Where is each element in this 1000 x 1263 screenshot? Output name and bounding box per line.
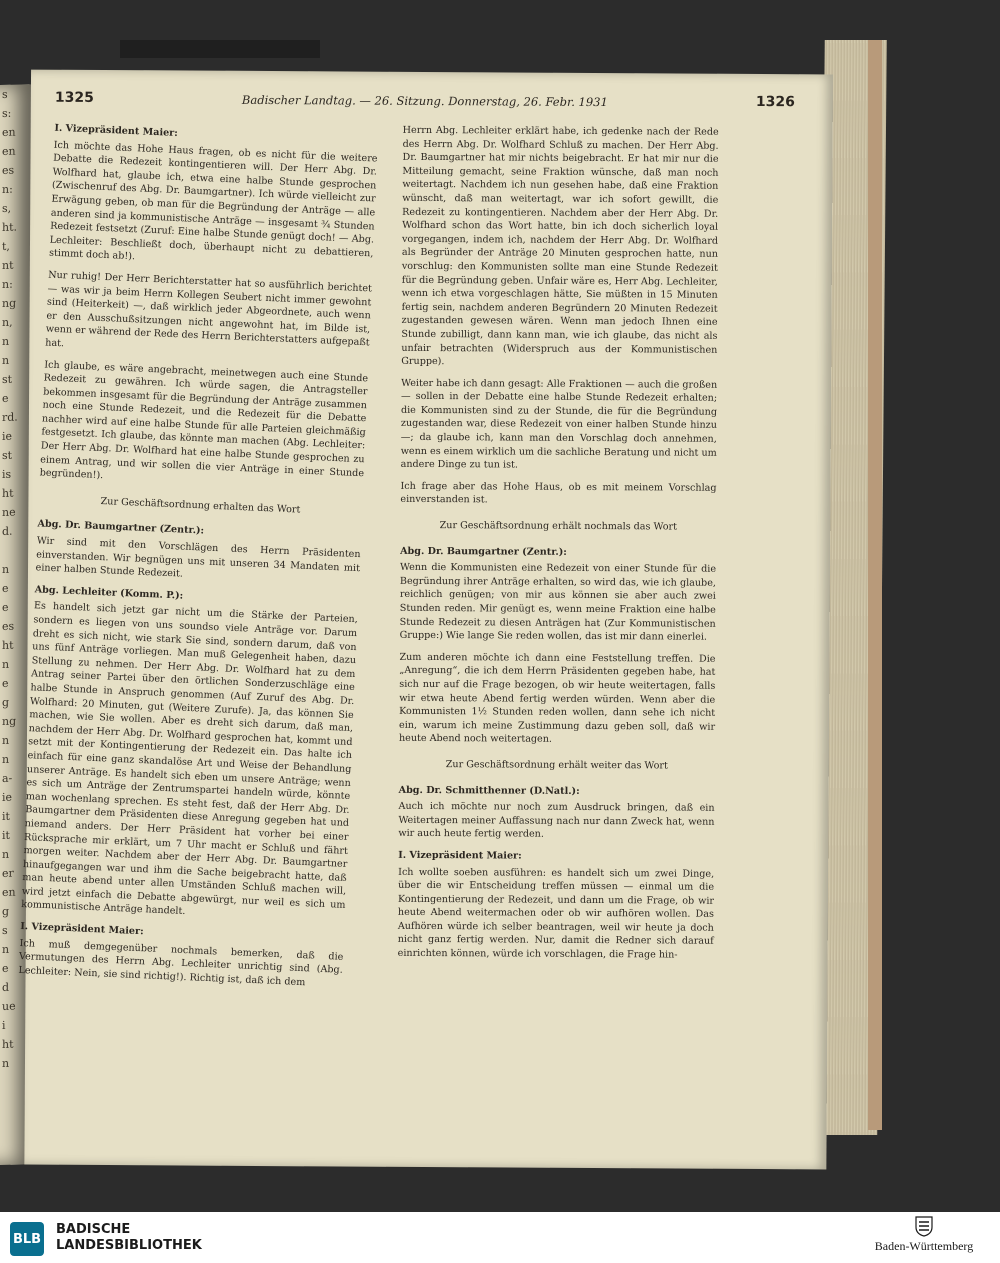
left-fragment: ie: [2, 790, 13, 804]
paragraph: Wir sind mit den Vorschlägen des Herrn Präsidenten einverstanden. Wir begnügen uns mit unseren 34 Mandaten mit einer halben Stunde Redezeit.: [35, 535, 361, 580]
left-fragment: es: [2, 619, 15, 633]
speaker-heading: Abg. Dr. Schmitthenner (D.Natl.):: [398, 784, 580, 797]
left-fragment: [2, 541, 16, 560]
left-fragment: g: [2, 695, 10, 709]
blb-logo[interactable]: BLB: [10, 1222, 44, 1256]
speaker-heading: Abg. Lechleiter (Komm. P.):: [34, 584, 184, 602]
paragraph: Auch ich möchte nur noch zum Ausdruck bringen, daß ein Weitertagen meiner Auffassung nach nur dann Zweck hat, wenn wir auch heute fertig werden.: [398, 800, 715, 841]
left-fragment: s: [2, 923, 8, 937]
left-fragment: [2, 1073, 16, 1092]
left-fragment: e: [2, 600, 9, 614]
footer-bar: [0, 1212, 1000, 1263]
procedural-note: Zur Geschäftsordnung erhält nochmals das Wort: [439, 520, 677, 533]
left-fragment: ie: [2, 429, 13, 443]
procedural-note: Zur Geschäftsordnung erhalten das Wort: [100, 495, 301, 516]
left-fragment: ng: [2, 296, 17, 310]
left-fragment: n: [2, 942, 10, 956]
baden-wuerttemberg-logo[interactable]: [858, 1215, 990, 1261]
left-fragment: n: [2, 1056, 10, 1070]
left-fragment: a-: [2, 771, 13, 785]
paragraph: Ich glaube, es wäre angebracht, meinetwegen auch eine Stunde Redezeit zu gewähren. Ich würde sagen, die Antragsteller bekommen insgesamt für die Begründung der Anträge zusammen noch eine Stunde Redezeit, und die Redezeit für die Debatte nachher wird auf eine halbe Stunde für alle Parteien gleichmäßig festgesetzt. Ich glaube, das könnte man machen (Abg. Lechleiter: Der Herr Abg. Dr. Wolfhard hat eine halbe Stunde gesprochen zu einem Antrag, und wir sollen die vier Anträge in einer Stunde begründen!).: [39, 358, 369, 482]
left-fragment: en: [2, 885, 16, 899]
left-fragment: ht.: [2, 220, 18, 234]
left-fragment: [2, 1149, 16, 1168]
speaker-heading: Abg. Dr. Baumgartner (Zentr.):: [400, 545, 567, 558]
left-fragment: d.: [2, 524, 13, 538]
running-head: Badischer Landtag. — 26. Sitzung. Donnerstag, 26. Febr. 1931: [241, 92, 608, 110]
left-fragment: ue: [2, 999, 16, 1013]
left-fragment: st: [2, 372, 13, 386]
left-fragment: d: [2, 980, 10, 994]
left-fragment: s,: [2, 201, 12, 215]
left-fragment: rd.: [2, 410, 18, 424]
left-fragment: s:: [2, 106, 12, 120]
left-page-number: 1325: [54, 89, 94, 106]
paragraph: Nur ruhig! Der Herr Berichterstatter hat so ausführlich berichtet — was wir ja beim Herrn Kollegen Seubert nicht immer gewohnt sind (Heiterkeit) —, daß wirklich jeder Abgeordnete, auch wenn er den Ausschußsitzungen nicht angewohnt hat, im Bilde ist, wenn er während der Rede des Herrn Berichterstatters aufgepaßt hat.: [45, 269, 373, 350]
left-fragment: n:: [2, 182, 13, 196]
left-fragment: n,: [2, 315, 13, 329]
left-fragment: n: [2, 657, 10, 671]
speaker-heading: I. Vizepräsident Maier:: [20, 921, 144, 938]
left-fragment: en: [2, 125, 16, 139]
left-margin-fragments: [2, 85, 16, 1165]
left-fragment: is: [2, 467, 12, 481]
speaker-heading: I. Vizepräsident Maier:: [54, 122, 178, 139]
left-fragment: nt: [2, 258, 14, 272]
left-fragment: es: [2, 163, 15, 177]
right-page: [18, 70, 833, 1170]
paragraph: Ich frage aber das Hohe Haus, ob es mit meinem Vorschlag einverstanden ist.: [400, 480, 717, 506]
left-fragment: n: [2, 733, 10, 747]
left-fragment: en: [2, 144, 16, 158]
left-fragment: n: [2, 334, 10, 348]
paragraph: Es handelt sich jetzt gar nicht um die Stärke der Parteien, sondern es liegen von uns soundso viele Anträge vor. Darum dreht es sich nicht, wie stark Sie sind, sondern darum, daß von uns fünf Anträge vorliegen. Man muß Gelegenheit haben, dazu Stellung zu nehmen. Der Herr Abg. Dr. Wolfhard hat zu dem Antrag seiner Partei über den örtlichen Sonderzuschläge eine halbe Stunde in Anspruch genommen (Auf Zuruf des Abg. Dr. Wolfhard: 20 Minuten, gut (Weitere Zurufe). Ja, das können Sie machen, wie Sie wollen. Aber es dreht sich darum, daß man, nachdem der Herr Abg. Dr. Wolfhard gesprochen hat, kommt und setzt mit der Kontingentierung der Redezeit ein. Das halte ich einfach für eine ganz skandalöse Art und Weise der Behandlung unserer Anträge. Es handelt sich eben um unsere Anträge; wenn es sich um Anträge der Zentrumspartei handeln würde, könnte man wochenlang sprechen. Es steht fest, daß der Herr Abg. Dr. Baumgartner dem Präsidenten diese Anregung gegeben hat und niemand anders. Der Herr Präsident hat vorher bei einer Rücksprache mir erklärt, um 7 Uhr macht er Schluß und fährt morgen weiter. Nachdem aber der Herr Abg. Dr. Baumgartner hinaufgegangen war und ihm die Sache beigebracht hatte, daß man heute abend unter allen Umständen Schluß machen will, wird jetzt einfach die Debatte abgewürgt, nur weil es sich um kommunistische Anträge handelt.: [20, 600, 358, 918]
bookmark-ribbon: [120, 40, 320, 58]
left-fragment: ht: [2, 638, 14, 652]
left-fragment: e: [2, 581, 9, 595]
left-fragment: n: [2, 847, 10, 861]
left-fragment: [2, 1130, 16, 1149]
left-fragment: [2, 1092, 16, 1111]
book-cover-edge: [868, 40, 882, 1130]
left-fragment: ht: [2, 1037, 14, 1051]
left-fragment: e: [2, 391, 9, 405]
right-text-column: [398, 124, 719, 971]
paragraph: Ich möchte das Hohe Haus fragen, ob es nicht für die weitere Debatte die Redezeit kontingentieren will. Der Herr Abg. Dr. Wolfhard hat, glaube ich, etwa eine halbe Stunde gesprochen (Zwischenruf des Abg. Dr. Baumgartner). Ich würde vielleicht zur Erwägung geben, ob man für die Begründung der Anträge — alle anderen sind ja kommunistische Anträge — insgesamt ¾ Stunden Redezeit festsetzt (Zuruf: Eine halbe Stunde genügt doch! — Abg. Lechleiter: Beschließt doch, überhaupt nicht zu debattieren, stimmt doch ab!).: [48, 139, 378, 263]
left-text-column: [18, 122, 379, 999]
paragraph: Zum anderen möchte ich dann eine Feststellung treffen. Die „Anregung“, die ich dem Herrn Präsidenten gegeben habe, hat sich nur auf die Frage bezogen, ob wir heute weitertagen, falls wir etwa heute Abend fertig werden würden. Wenn aber die Kommunisten 1½ Stunden reden wollen, dann sehe ich nicht ein, warum ich meine Zustimmung dazu geben soll, daß wir heute Abend noch weitertagen.: [398, 651, 716, 746]
left-fragment: [2, 1111, 16, 1130]
left-fragment: i: [2, 1018, 6, 1032]
left-fragment: n: [2, 752, 10, 766]
left-fragment: e: [2, 676, 9, 690]
left-fragment: ng: [2, 714, 17, 728]
page-header: [55, 90, 795, 119]
library-name-line2: LANDESBIBLIOTHEK: [56, 1238, 202, 1253]
library-name[interactable]: [56, 1222, 202, 1254]
left-fragment: ne: [2, 505, 16, 519]
coat-of-arms-icon: [914, 1215, 934, 1237]
left-fragment: n:: [2, 277, 13, 291]
speaker-heading: I. Vizepräsident Maier:: [398, 849, 522, 862]
left-fragment: ht: [2, 486, 14, 500]
left-fragment: t,: [2, 239, 10, 253]
paragraph: Wenn die Kommunisten eine Redezeit von einer Stunde für die Begründung ihrer Anträge erhalten, so wird das, wie ich glaube, reichlich genügen; von mir aus können sie aber auch zwei Stunden reden. Mir genügt es, wenn meine Fraktion eine halbe Stunde Redezeit zu diesen Anträgen hat (Zur Kommunistischen Gruppe:) Wie lange Sie reden wollen, das ist mir dann einerlei.: [399, 562, 717, 643]
left-fragment: g: [2, 904, 10, 918]
procedural-note: Zur Geschäftsordnung erhält weiter das Wort: [445, 759, 668, 772]
left-fragment: st: [2, 448, 13, 462]
left-fragment: n: [2, 353, 10, 367]
library-name-line1: BADISCHE: [56, 1222, 131, 1237]
left-fragment: n: [2, 562, 10, 576]
left-fragment: er: [2, 866, 14, 880]
left-fragment: e: [2, 961, 9, 975]
left-fragment: it: [2, 828, 10, 842]
left-fragment: it: [2, 809, 10, 823]
left-fragment: s: [2, 87, 8, 101]
paragraph: Ich muß demgegenüber nochmals bemerken, daß die Vermutungen des Herrn Abg. Lechleiter unrichtig sind (Abg. Lechleiter: Nein, sie sind richtig!). Richtig ist, daß ich dem: [18, 937, 344, 989]
right-page-number: 1326: [755, 93, 795, 111]
speaker-heading: Abg. Dr. Baumgartner (Zentr.):: [37, 518, 205, 537]
paragraph: Weiter habe ich dann gesagt: Alle Fraktionen — auch die großen — sollen in der Debatte eine halbe Stunde Redezeit erhalten; die Kommunisten sind zu der Stunde, die für die Begründung zugestanden war, diese Redezeit von einer halben Stunde hinzu —; da glaube ich, kann man den Vorschlag doch annehmen, wenn es einem wirklich um die sachliche Beratung und nicht um andere Dinge zu tun ist.: [400, 377, 718, 471]
paragraph: Ich wollte soeben ausführen: es handelt sich um zwei Dinge, über die wir Entscheidung treffen müssen — einmal um die Kontingentierung der Redezeit, und dann um die Frage, ob wir heute Abend weitermachen oder ob wir aufhören wollen. Das Aufhören würde ich selber beantragen, weil wir heute ja doch nicht ganz fertig werden. Nur, damit die Redner sich darauf einrichten können, würde ich vorschlagen, die Frage hin-: [397, 866, 715, 961]
state-name: Baden-Württemberg: [874, 1239, 974, 1253]
paragraph: Herrn Abg. Lechleiter erklärt habe, ich gedenke nach der Rede des Herrn Abg. Dr. Wolfhard Schluß zu machen. Der Herr Abg. Dr. Baumgartner hat mir nichts beigebracht. Er hat mir nur die Mitteilung gemacht, seine Fraktion wünsche, daß man noch weitertagt. Nachdem ich nun gesehen habe, daß eine Fraktion wünscht, daß man weitertagt, war ich sofort gewillt, die Redezeit zu kontingentieren. Nachdem aber der Herr Abg. Dr. Wolfhard schon das Wort hatte, bin ich doch sicherlich loyal vorgegangen, indem ich, nachdem der Herr Abg. Dr. Wolfhard als Begründer der Anträge 20 Minuten gesprochen hatte, nun vorschlug: den Kommunisten sollte man eine Stunde Redezeit für die Begründung geben. Unfair wäre es, Herr Abg. Lechleiter, wenn ich etwa vorgeschlagen hätte, Sie müßten in 15 Minuten fertig sein, nachdem anderen Begründern 20 Minuten Redezeit zugestanden gewesen wären. Wenn man jedoch Ihnen eine Stunde zubilligt, dann kann man, wie ich glaube, das nicht als unfair betrachten (Widerspruch aus der Kommunistischen Gruppe).: [401, 124, 719, 368]
